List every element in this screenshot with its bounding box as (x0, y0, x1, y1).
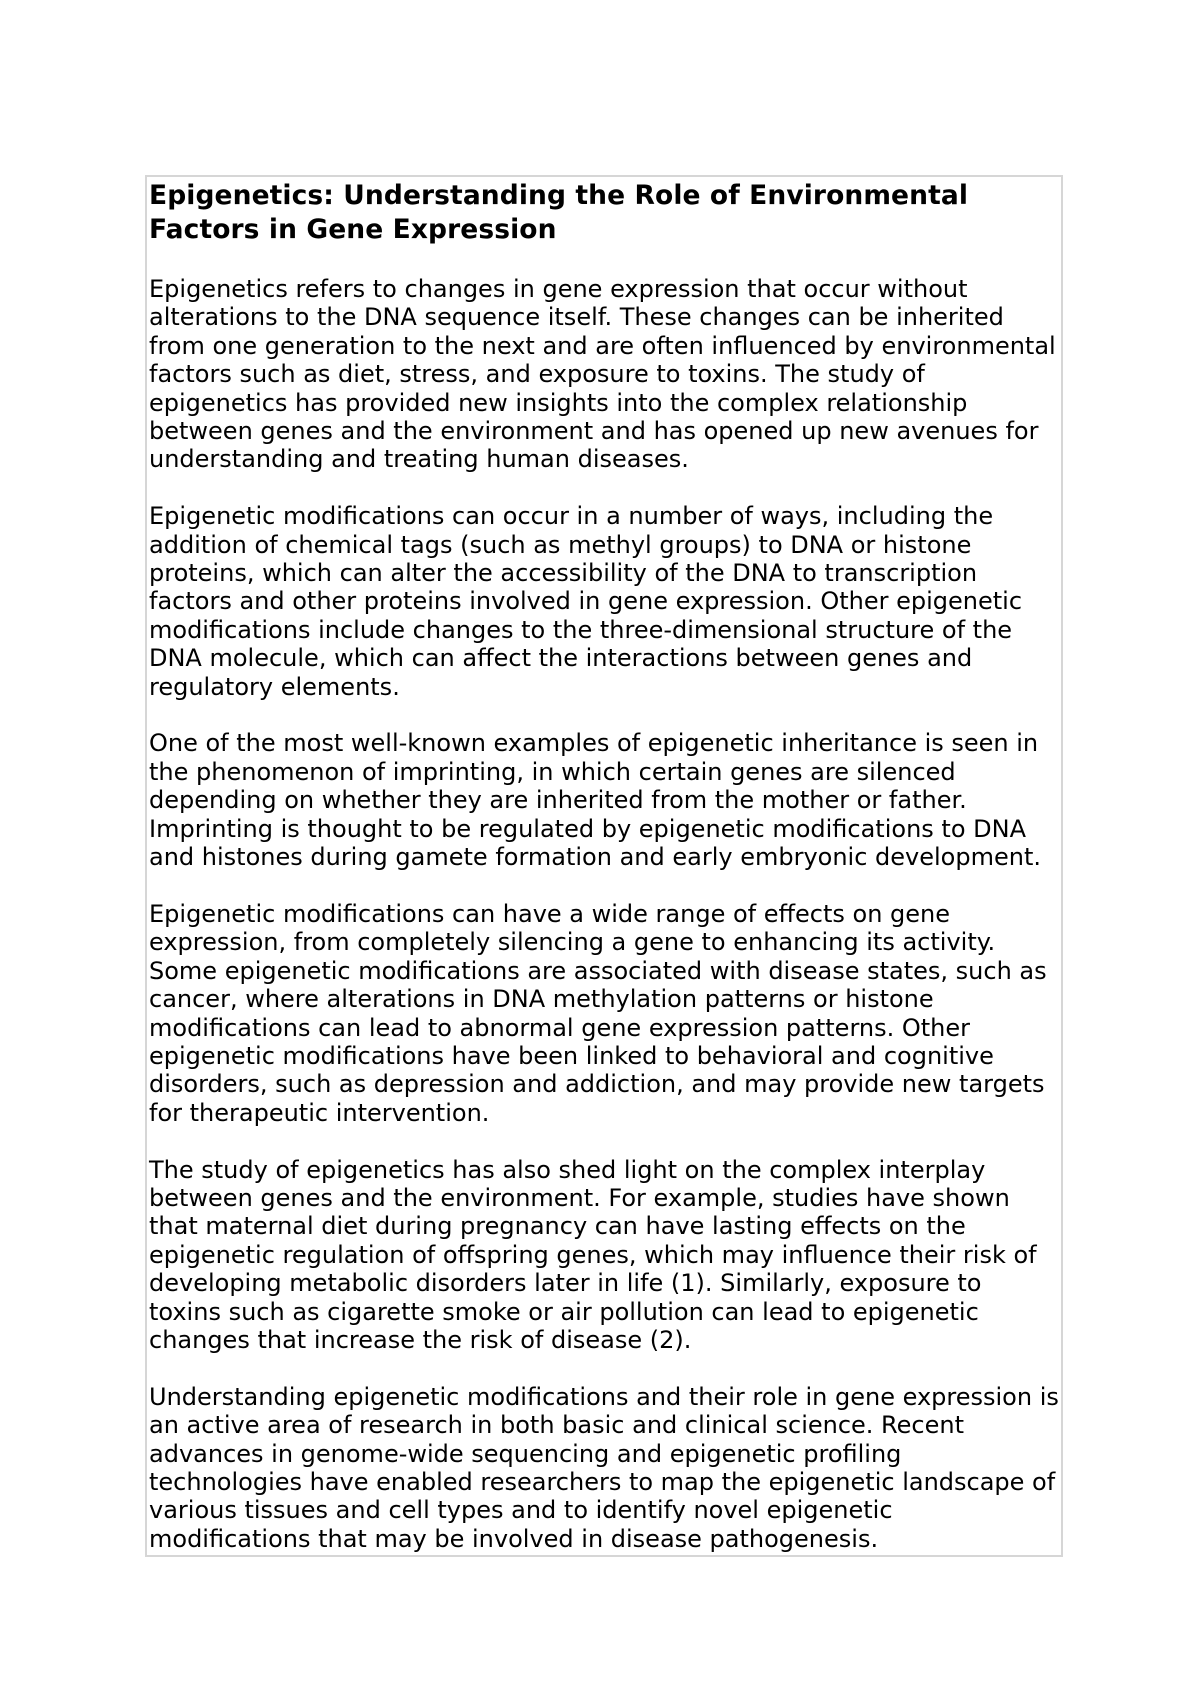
paragraph-intro: Epigenetics refers to changes in gene expression that occur without alterations to the DNA sequence itself. These changes can be inherited from one generation to the next and are often influenced by environmental factors such as diet, stress, and exposure to toxins. The study of epigenetics has provided new insights into the complex relationship between genes and the environment and has opened up new avenues for understanding and treating human diseases. (149, 275, 1056, 474)
document-frame (145, 175, 1063, 1557)
paragraph-modifications: Epigenetic modifications can occur in a number of ways, including the addition of chemical tags (such as methyl groups) to DNA or histone proteins, which can alter the accessibility of the DNA to transcription factors and other proteins involved in gene expression. Other epigenetic modifications include changes to the three-dimensional structure of the DNA molecule, which can affect the interactions between genes and regulatory elements. (149, 502, 1023, 701)
document-body (149, 275, 1061, 1553)
paragraph-effects: Epigenetic modifications can have a wide range of effects on gene expression, from completely silencing a gene to enhancing its activity. Some epigenetic modifications are associated with disease states, such as cancer, where alterations in DNA methylation patterns or histone modifications can lead to abnormal gene expression patterns. Other epigenetic modifications have been linked to behavioral and cognitive disorders, such as depression and addiction, and may provide new targets for therapeutic intervention. (149, 899, 1047, 1127)
paragraph-research: Understanding epigenetic modifications and their role in gene expression is an active area of research in both basic and clinical science. Recent advances in genome-wide sequencing and epigenetic profiling technologies have enabled researchers to map the epigenetic landscape of various tissues and cell types and to identify novel epigenetic modifications that may be involved in disease pathogenesis. (149, 1382, 1059, 1553)
document-title: Epigenetics: Understanding the Role of Environmental Factors in Gene Expression (149, 180, 969, 245)
paragraph-environment: The study of epigenetics has also shed light on the complex interplay between genes and the environment. For example, studies have shown that maternal diet during pregnancy can have lasting effects on the epigenetic regulation of offspring genes, which may influence their risk of developing metabolic disorders later in life (1). Similarly, exposure to toxins such as cigarette smoke or air pollution can lead to epigenetic changes that increase the risk of disease (2). (149, 1155, 1037, 1354)
paragraph-imprinting: One of the most well-known examples of epigenetic inheritance is seen in the phenomenon of imprinting, in which certain genes are silenced depending on whether they are inherited from the mother or father. Imprinting is thought to be regulated by epigenetic modifications to DNA and histones during gamete formation and early embryonic development. (149, 729, 1041, 872)
